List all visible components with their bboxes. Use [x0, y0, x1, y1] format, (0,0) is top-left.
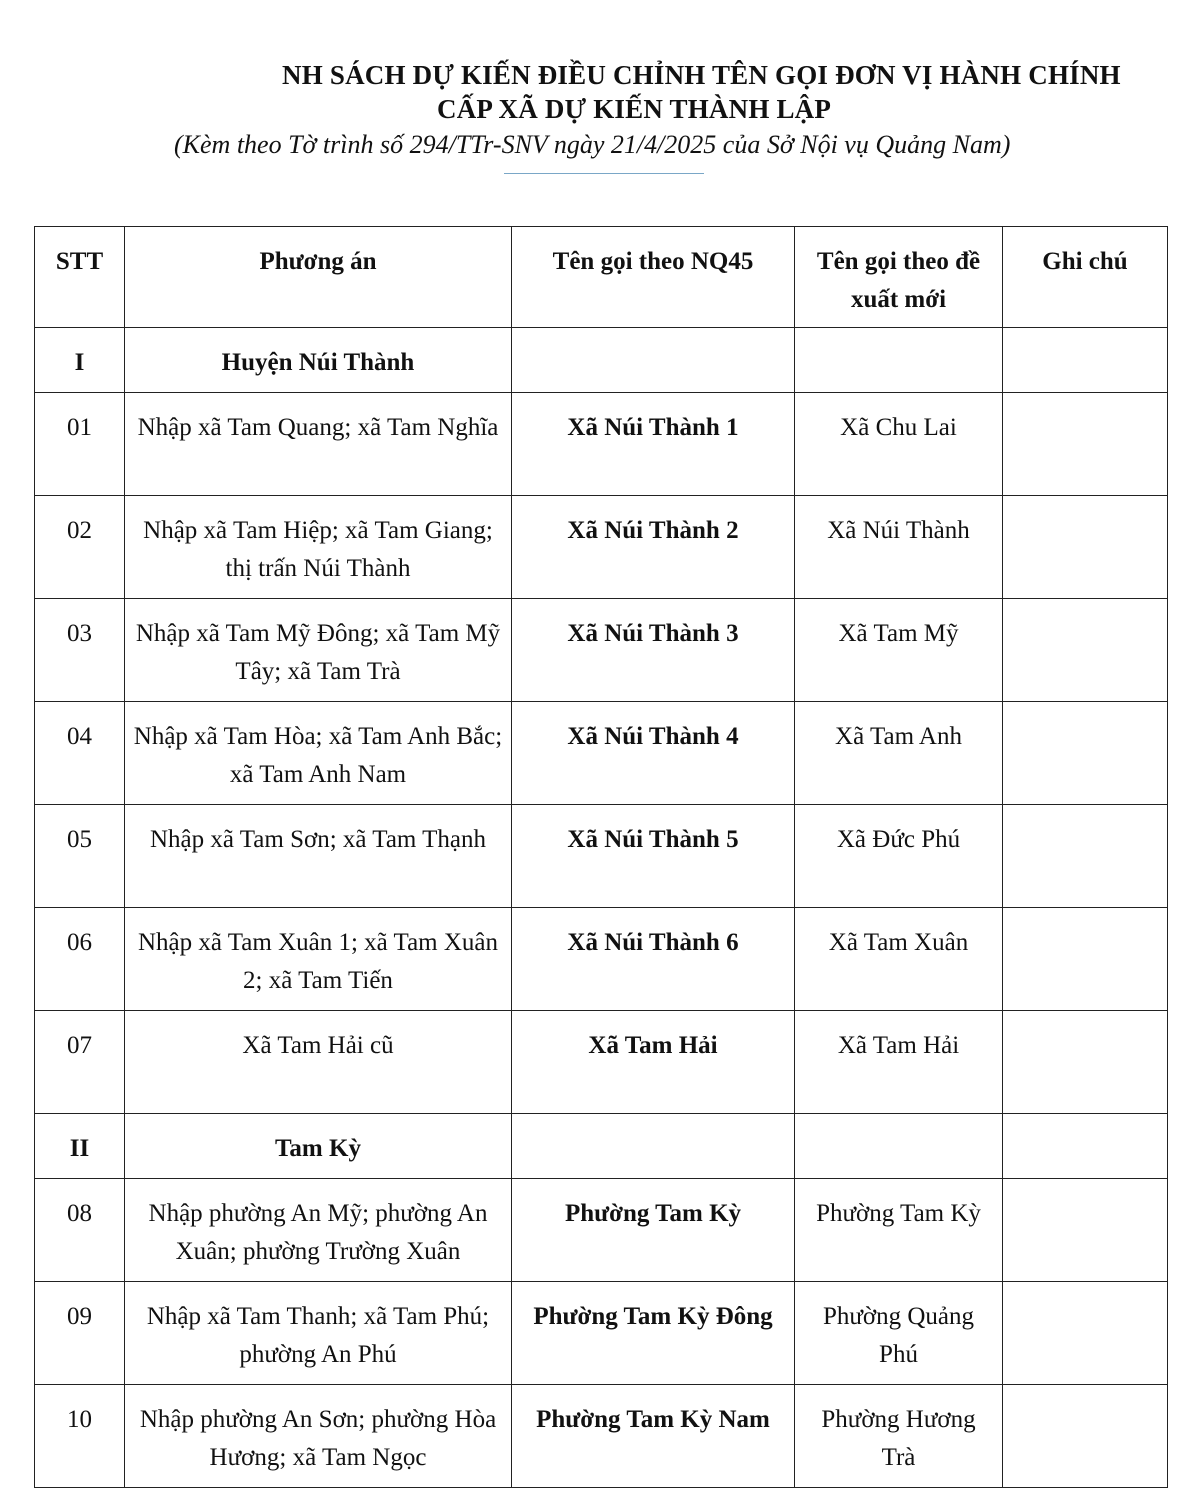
cell-plan: Nhập xã Tam Hòa; xã Tam Anh Bắc; xã Tam Anh Nam [125, 702, 512, 805]
section-empty-cell [795, 1114, 1003, 1179]
section-row [35, 1114, 1168, 1179]
cell-stt: 01 [35, 393, 125, 496]
cell-note [1003, 1385, 1168, 1488]
cell-new-name: Xã Đức Phú [795, 805, 1003, 908]
cell-new-name: Phường Quảng Phú [795, 1282, 1003, 1385]
cell-plan: Xã Tam Hải cũ [125, 1011, 512, 1114]
header-divider [504, 173, 704, 174]
cell-new-name: Xã Núi Thành [795, 496, 1003, 599]
table-header-row [35, 227, 1168, 328]
column-header-stt: STT [35, 227, 125, 328]
cell-stt: 06 [35, 908, 125, 1011]
cell-nq45-name: Xã Núi Thành 5 [512, 805, 795, 908]
cell-nq45-name: Xã Núi Thành 2 [512, 496, 795, 599]
table-row [35, 1011, 1168, 1114]
cell-stt: 03 [35, 599, 125, 702]
document-header [0, 58, 1200, 162]
cell-plan: Nhập xã Tam Quang; xã Tam Nghĩa [125, 393, 512, 496]
cell-new-name: Phường Hương Trà [795, 1385, 1003, 1488]
section-name: Tam Kỳ [125, 1114, 512, 1179]
cell-new-name: Xã Tam Hải [795, 1011, 1003, 1114]
cell-nq45-name: Phường Tam Kỳ Nam [512, 1385, 795, 1488]
cell-nq45-name: Phường Tam Kỳ Đông [512, 1282, 795, 1385]
cell-nq45-name: Xã Núi Thành 4 [512, 702, 795, 805]
table-row [35, 1385, 1168, 1488]
document-title-line-2: CẤP XÃ DỰ KIẾN THÀNH LẬP [437, 94, 832, 124]
cell-note [1003, 805, 1168, 908]
cell-note [1003, 393, 1168, 496]
section-empty-cell [512, 328, 795, 393]
document-title-line-1: NH SÁCH DỰ KIẾN ĐIỀU CHỈNH TÊN GỌI ĐƠN VỊ HÀNH CHÍNH [282, 60, 1121, 90]
cell-plan: Nhập phường An Sơn; phường Hòa Hương; xã Tam Ngọc [125, 1385, 512, 1488]
cell-nq45-name: Xã Tam Hải [512, 1011, 795, 1114]
cell-nq45-name: Xã Núi Thành 3 [512, 599, 795, 702]
cell-stt: 08 [35, 1179, 125, 1282]
cell-new-name: Xã Tam Xuân [795, 908, 1003, 1011]
table-row [35, 1282, 1168, 1385]
cell-note [1003, 702, 1168, 805]
cell-new-name: Xã Chu Lai [795, 393, 1003, 496]
column-header-new-name: Tên gọi theo đề xuất mới [795, 227, 1003, 328]
cell-plan: Nhập xã Tam Thanh; xã Tam Phú; phường An Phú [125, 1282, 512, 1385]
cell-note [1003, 1282, 1168, 1385]
cell-plan: Nhập xã Tam Sơn; xã Tam Thạnh [125, 805, 512, 908]
table-row [35, 496, 1168, 599]
cell-note [1003, 599, 1168, 702]
cell-plan: Nhập xã Tam Hiệp; xã Tam Giang; thị trấn Núi Thành [125, 496, 512, 599]
cell-note [1003, 1011, 1168, 1114]
column-header-note: Ghi chú [1003, 227, 1168, 328]
cell-new-name: Xã Tam Mỹ [795, 599, 1003, 702]
column-header-plan: Phương án [125, 227, 512, 328]
section-row [35, 328, 1168, 393]
column-header-nq45-name: Tên gọi theo NQ45 [512, 227, 795, 328]
section-empty-cell [512, 1114, 795, 1179]
table-row [35, 1179, 1168, 1282]
cell-stt: 10 [35, 1385, 125, 1488]
cell-nq45-name: Xã Núi Thành 1 [512, 393, 795, 496]
cell-nq45-name: Xã Núi Thành 6 [512, 908, 795, 1011]
cell-plan: Nhập xã Tam Mỹ Đông; xã Tam Mỹ Tây; xã Tam Trà [125, 599, 512, 702]
document-subtitle: (Kèm theo Tờ trình số 294/TTr-SNV ngày 21/4/2025 của Sở Nội vụ Quảng Nam) [174, 130, 1011, 159]
section-stt: II [35, 1114, 125, 1179]
cell-stt: 05 [35, 805, 125, 908]
cell-note [1003, 496, 1168, 599]
cell-new-name: Phường Tam Kỳ [795, 1179, 1003, 1282]
cell-stt: 07 [35, 1011, 125, 1114]
cell-stt: 04 [35, 702, 125, 805]
cell-note [1003, 1179, 1168, 1282]
table-row [35, 702, 1168, 805]
section-empty-cell [795, 328, 1003, 393]
table-row [35, 393, 1168, 496]
table-row [35, 599, 1168, 702]
section-empty-cell [1003, 1114, 1168, 1179]
cell-plan: Nhập phường An Mỹ; phường An Xuân; phường Trường Xuân [125, 1179, 512, 1282]
section-stt: I [35, 328, 125, 393]
cell-plan: Nhập xã Tam Xuân 1; xã Tam Xuân 2; xã Tam Tiến [125, 908, 512, 1011]
table-row [35, 805, 1168, 908]
cell-nq45-name: Phường Tam Kỳ [512, 1179, 795, 1282]
cell-stt: 02 [35, 496, 125, 599]
cell-note [1003, 908, 1168, 1011]
table-body [35, 328, 1168, 1488]
cell-stt: 09 [35, 1282, 125, 1385]
cell-new-name: Xã Tam Anh [795, 702, 1003, 805]
section-name: Huyện Núi Thành [125, 328, 512, 393]
admin-units-table [34, 226, 1168, 1488]
section-empty-cell [1003, 328, 1168, 393]
table-row [35, 908, 1168, 1011]
